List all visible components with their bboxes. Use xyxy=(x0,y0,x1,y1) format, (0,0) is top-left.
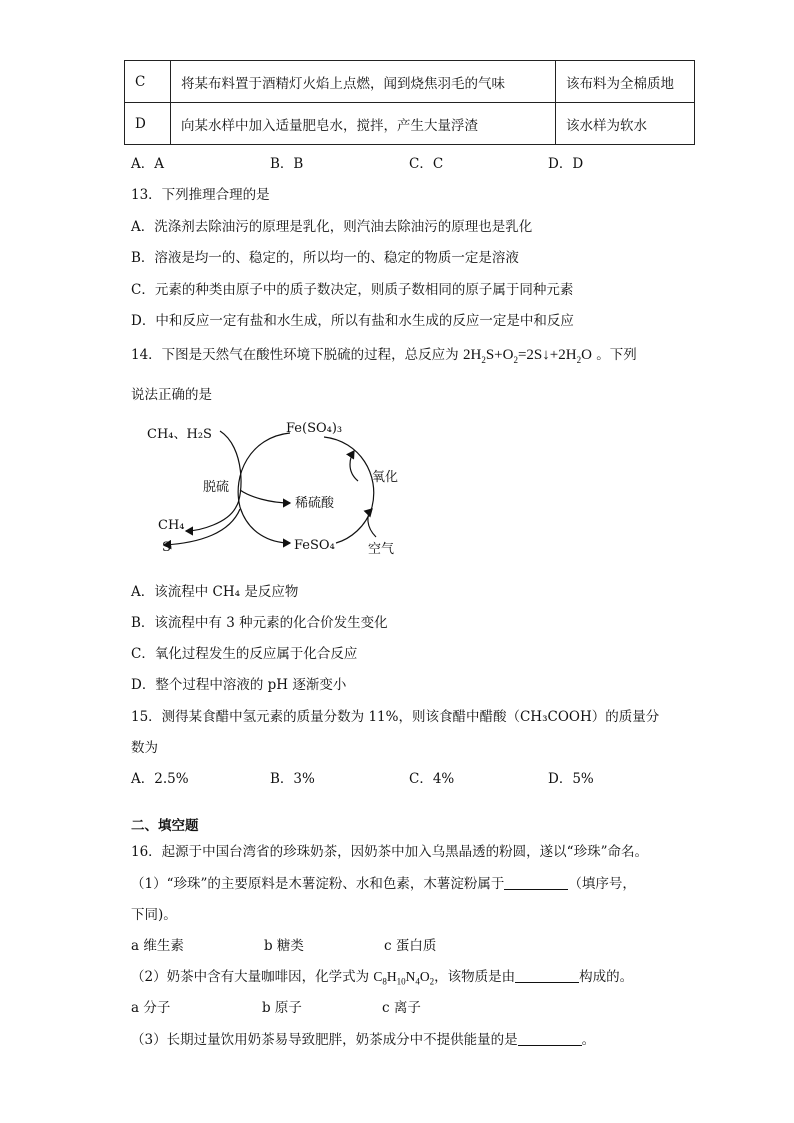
q14-option-a[interactable]: A．该流程中 CH₄ 是反应物 xyxy=(131,584,299,600)
q14-option-b[interactable]: B．该流程中有 3 种元素的化合价发生变化 xyxy=(131,615,388,631)
q14-option-c[interactable]: C．氧化过程发生的反应属于化合反应 xyxy=(131,646,358,662)
q16-part3 xyxy=(131,1028,595,1048)
answer-blank-2[interactable] xyxy=(515,968,579,983)
row-operation: 向某水样中加入适量肥皂水，搅拌，产生大量浮渣 xyxy=(171,103,556,145)
q14-stem-text-end: 。下列 xyxy=(596,347,637,363)
choice-c[interactable]: c 离子 xyxy=(382,1000,421,1016)
q16-part3-text: （3）长期过量饮用奶茶易导致肥胖，奶茶成分中不提供能量的是 xyxy=(131,1032,518,1048)
row-conclusion: 该布料为全棉质地 xyxy=(556,61,695,103)
air-arrow xyxy=(368,509,376,537)
q16-stem: 16．起源于中国台湾省的珍珠奶茶，因奶茶中加入乌黑晶透的粉圆，遂以“珍珠”命名。 xyxy=(131,844,648,860)
row-operation: 将某布料置于酒精灯火焰上点燃，闻到烧焦羽毛的气味 xyxy=(171,61,556,103)
circle-right-arc xyxy=(324,437,374,543)
label-kongqi: 空气 xyxy=(368,542,395,557)
q16-part2 xyxy=(131,965,633,987)
q16-part2-text-mid: ，该物质是由 xyxy=(434,969,516,985)
options-table xyxy=(124,60,695,145)
choice-a[interactable]: a 维生素 xyxy=(131,938,184,954)
q16-part1-text-end: （填序号， xyxy=(568,876,636,892)
choice-b[interactable]: B．B xyxy=(270,156,304,172)
label-yanghua: 氧化 xyxy=(372,470,399,485)
q15-stem-line2: 数为 xyxy=(131,740,158,756)
q16-part1-text: （1）“珍珠”的主要原料是木薯淀粉、水和色素，木薯淀粉属于 xyxy=(131,876,505,892)
row-label: D xyxy=(125,103,171,145)
choice-a[interactable]: A．A xyxy=(131,156,164,172)
label-ch4: CH₄ xyxy=(158,518,185,533)
total-reaction-equation: $2H_2S+O_2=2S↓+2H_2O$ xyxy=(462,347,592,365)
table-row xyxy=(125,103,695,145)
q13-option-d[interactable]: D．中和反应一定有盐和水生成，所以有盐和水生成的反应一定是中和反应 xyxy=(131,313,574,329)
desulfurization-cycle-diagram xyxy=(140,415,430,565)
q13-option-a[interactable]: A．洗涤剂去除油污的原理是乳化，则汽油去除油污的原理也是乳化 xyxy=(131,219,533,235)
row-label: C xyxy=(125,61,171,103)
q16-part1-cont: 下同)。 xyxy=(131,907,177,923)
q13-option-b[interactable]: B．溶液是均一的、稳定的，所以均一的、稳定的物质一定是溶液 xyxy=(131,250,519,266)
q16-part1 xyxy=(131,872,636,892)
label-fe2so43: Fe(SO₄)₃ xyxy=(286,421,343,436)
choice-d[interactable]: D．D xyxy=(548,156,584,172)
oxidation-arrow xyxy=(350,451,358,481)
choice-a[interactable]: A．2.5% xyxy=(131,771,189,787)
q14-stem-text: 14．下图是天然气在酸性环境下脱硫的过程，总反应为 xyxy=(131,347,459,363)
section-heading: 二、填空题 xyxy=(131,818,199,834)
answer-blank-1[interactable] xyxy=(504,875,568,890)
q14-stem-line1 xyxy=(131,343,637,365)
row-conclusion: 该水样为软水 xyxy=(556,103,695,145)
label-tuoliu: 脱硫 xyxy=(203,480,230,495)
q14-stem-line2: 说法正确的是 xyxy=(131,387,212,403)
q14-option-d[interactable]: D．整个过程中溶液的 pH 逐渐变小 xyxy=(131,677,347,693)
choice-b[interactable]: B．3% xyxy=(270,771,315,787)
choice-d[interactable]: D．5% xyxy=(548,771,594,787)
q13-stem: 13．下列推理合理的是 xyxy=(131,187,270,203)
acid-arrow xyxy=(240,490,290,503)
choice-b[interactable]: b 糖类 xyxy=(264,938,304,954)
label-ch4-h2s: CH₄、H₂S xyxy=(147,427,212,442)
choice-a[interactable]: a 分子 xyxy=(131,1000,171,1016)
circle-left-arc xyxy=(238,433,290,543)
table-row xyxy=(125,61,695,103)
q16-part3-text-end: 。 xyxy=(581,1032,596,1048)
q15-stem-line1: 15．测得某食醋中氢元素的质量分数为 11%，则该食醋中醋酸（CH₃COOH）的质量分 xyxy=(131,709,660,725)
q16-part2-text-end: 构成的。 xyxy=(579,969,634,985)
q16-part2-text: （2）奶茶中含有大量咖啡因，化学式为 xyxy=(131,969,370,985)
q13-option-c[interactable]: C．元素的种类由原子中的质子数决定，则质子数相同的原子属于同种元素 xyxy=(131,282,574,298)
choice-c[interactable]: C．C xyxy=(409,156,444,172)
label-xiliusuan: 稀硫酸 xyxy=(295,496,335,511)
answer-blank-3[interactable] xyxy=(518,1031,582,1046)
choice-c[interactable]: C．4% xyxy=(409,771,455,787)
choice-b[interactable]: b 原子 xyxy=(262,1000,302,1016)
caffeine-formula: $C_8H_{10}N_4O_2$ xyxy=(373,969,435,987)
choice-c[interactable]: c 蛋白质 xyxy=(384,938,437,954)
label-feso4: FeSO₄ xyxy=(294,538,335,553)
label-s: S xyxy=(162,540,171,555)
